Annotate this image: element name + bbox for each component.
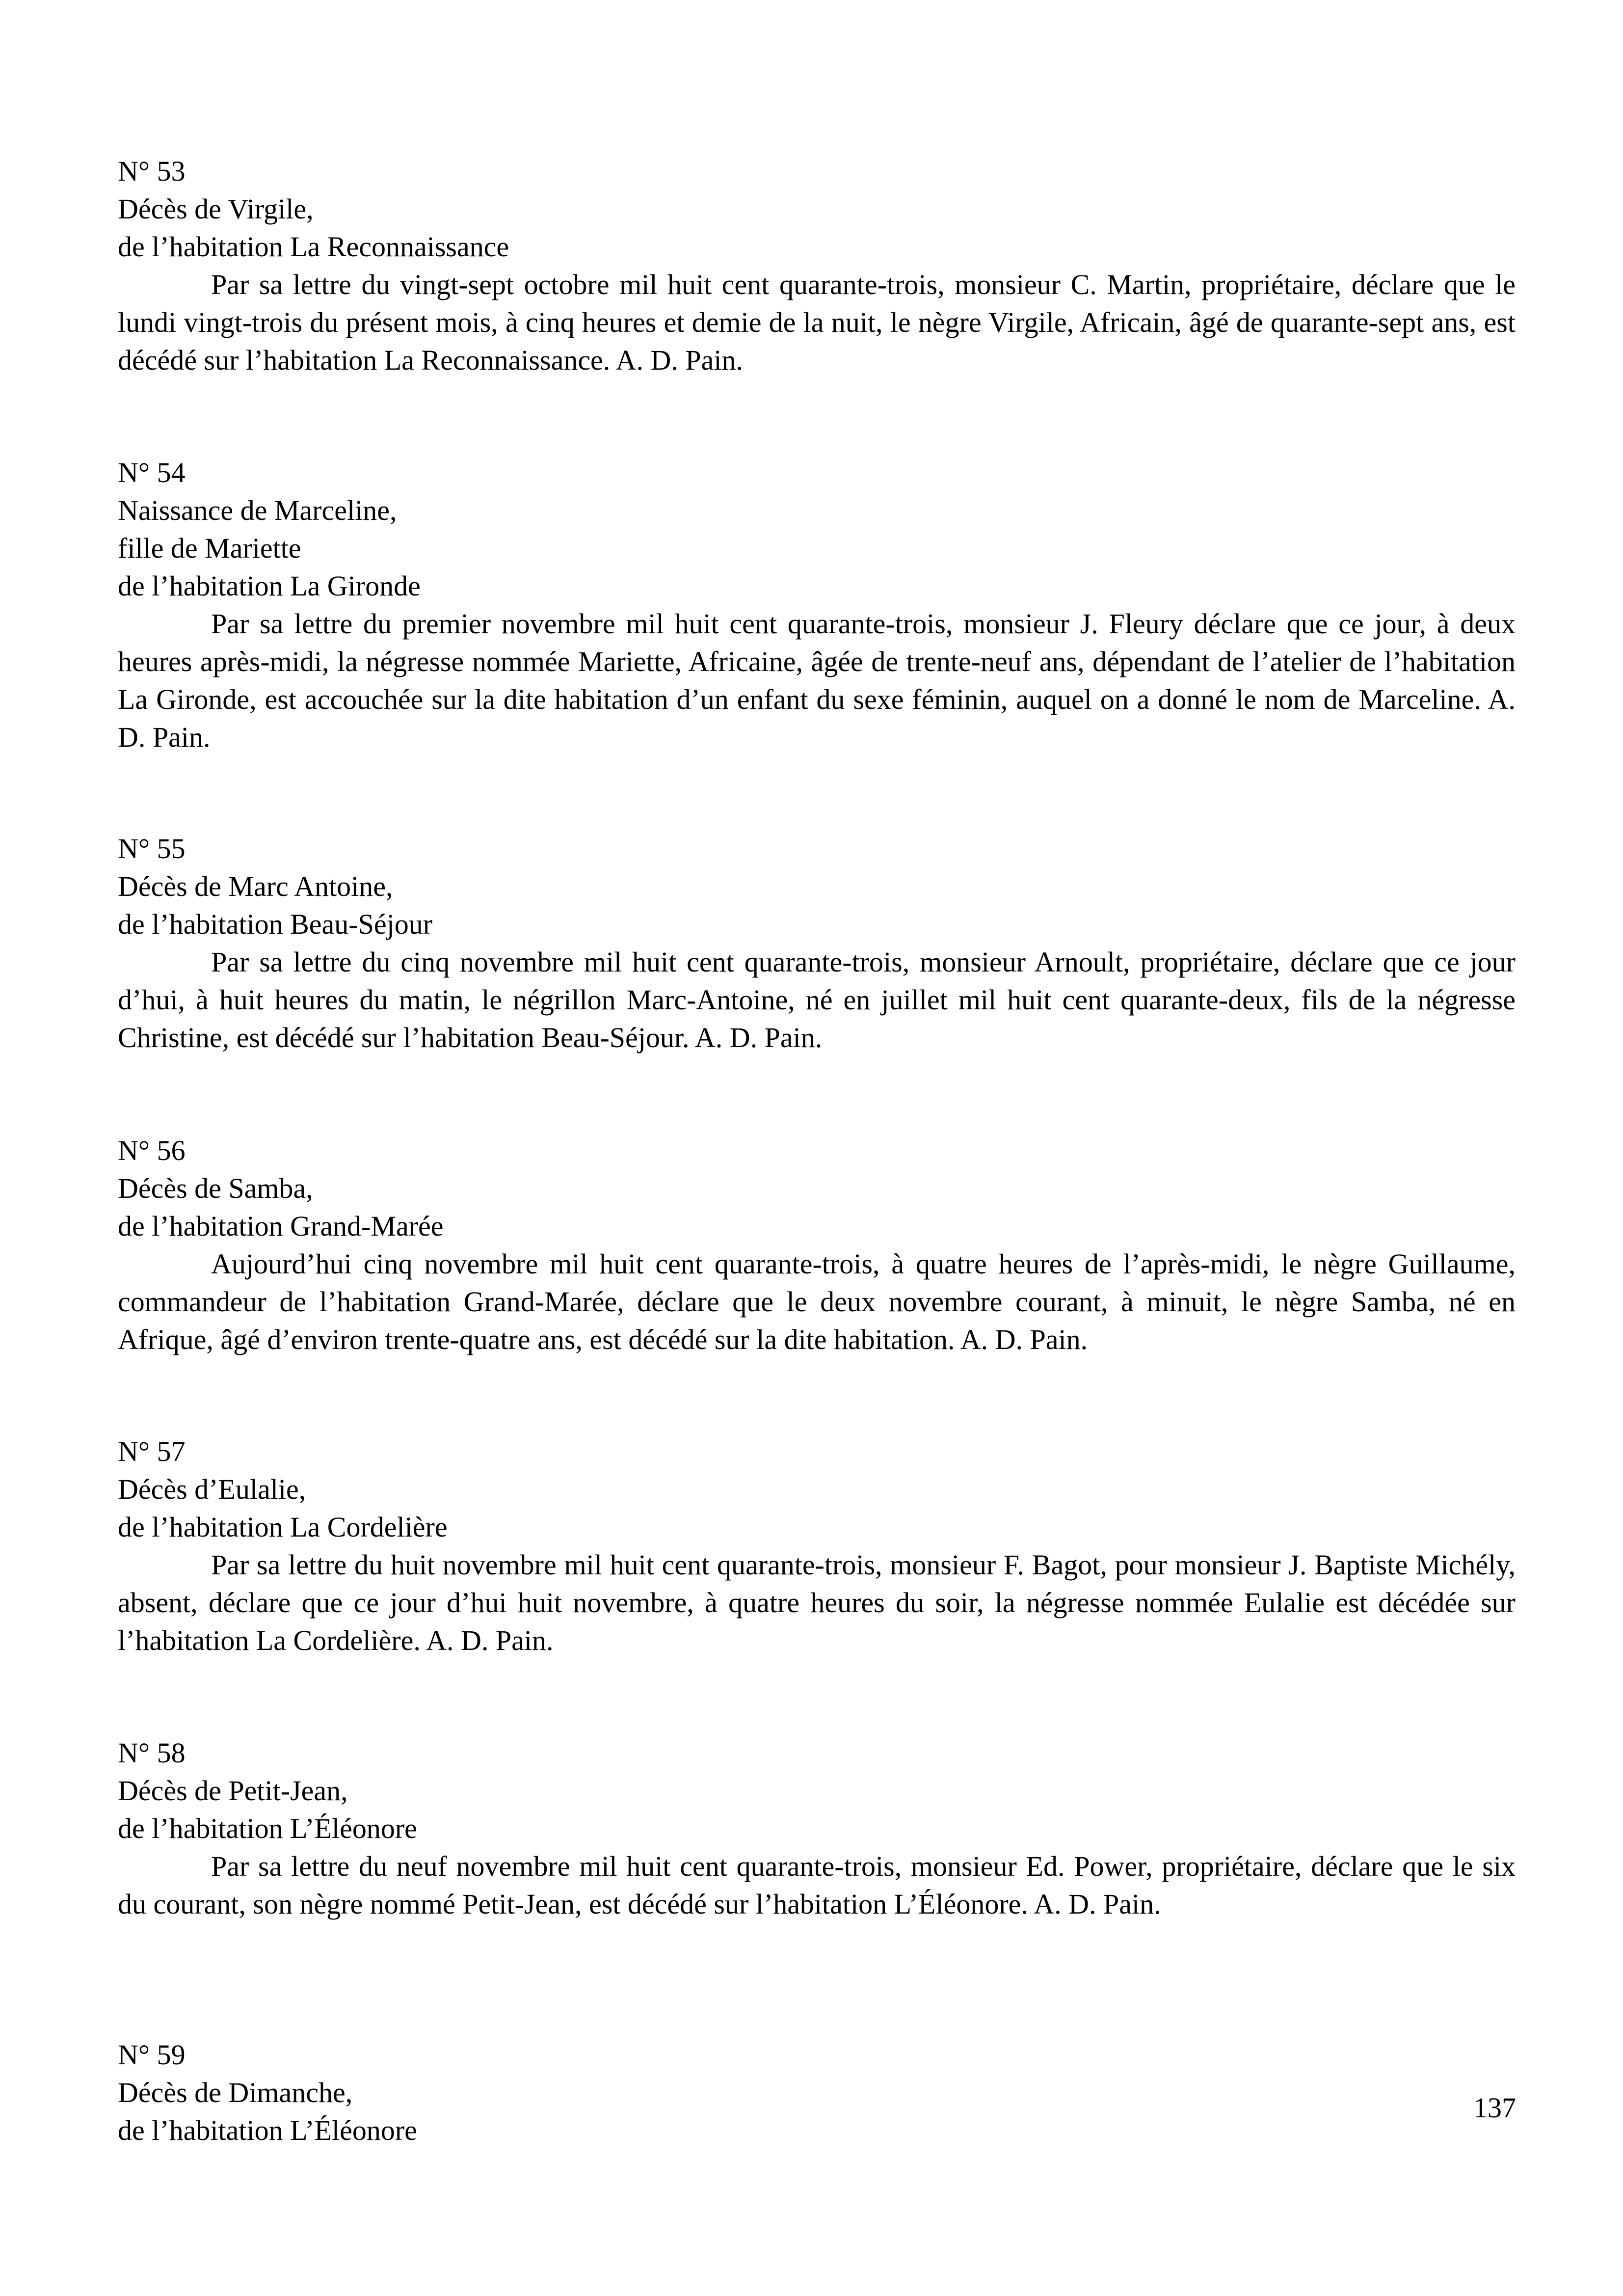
entry-number: N° 54 xyxy=(118,457,186,488)
entry-body: Par sa lettre du cinq novembre mil huit cent quarante-trois, monsieur Arnoult, propriétaire, déclare que ce jour d’hui, à huit heures du matin, le négrillon Marc-Antoine, né en juillet mil huit cent quarante-deux, fils de la négresse Christine, est décédé sur l’habitation Beau-Séjour. A. D. Pain. xyxy=(118,946,1516,1053)
entry-number: N° 55 xyxy=(118,833,186,864)
page-number: 137 xyxy=(1473,2092,1516,2124)
entry-number: N° 56 xyxy=(118,1134,186,1166)
entry-subtitle: de l’habitation L’Éléonore xyxy=(118,1812,417,1844)
record-entry xyxy=(118,1432,1516,1659)
record-entry xyxy=(118,830,1516,1056)
entry-body: Par sa lettre du neuf novembre mil huit cent quarante-trois, monsieur Ed. Power, propriétaire, déclare que le six du courant, son nègre nommé Petit-Jean, est décédé sur l’habitation L’Éléonore. A. D. Pain. xyxy=(118,1850,1516,1920)
entry-subtitle: de l’habitation La Reconnaissance xyxy=(118,231,509,263)
record-entry xyxy=(118,1132,1516,1358)
entry-number: N° 53 xyxy=(118,155,186,187)
entry-title: Décès de Samba, xyxy=(118,1172,313,1204)
entry-number: N° 59 xyxy=(118,2039,186,2071)
entry-subtitle: de l’habitation La Cordelière xyxy=(118,1511,448,1543)
entry-title: Naissance de Marceline, xyxy=(118,494,397,526)
entry-body: Par sa lettre du premier novembre mil huit cent quarante-trois, monsieur J. Fleury déclare que ce jour, à deux heures après-midi, la négresse nommée Mariette, Africaine, âgée de trente-neuf ans, dépendant de l’atelier de l’habitation La Gironde, est accouchée sur la dite habitation d’un enfant du sexe féminin, auquel on a donné le nom de Marceline. A. D. Pain. xyxy=(118,608,1516,753)
record-entry xyxy=(118,2036,1516,2149)
entry-title: Décès de Virgile, xyxy=(118,193,314,225)
record-entry xyxy=(118,1734,1516,1923)
entry-title: Décès de Petit-Jean, xyxy=(118,1775,348,1807)
entry-body: Aujourd’hui cinq novembre mil huit cent quarante-trois, à quatre heures de l’après-midi, le nègre Guillaume, commandeur de l’habitation Grand-Marée, déclare que le deux novembre courant, à minuit, le nègre Samba, né en Afrique, âgé d’environ trente-quatre ans, est décédé sur la dite habitation. A. D. Pain. xyxy=(118,1248,1516,1355)
entry-subtitle: de l’habitation La Gironde xyxy=(118,570,421,602)
entry-subtitle: de l’habitation Beau-Séjour xyxy=(118,908,433,940)
entry-title: Décès de Marc Antoine, xyxy=(118,870,393,902)
entry-subtitle: de l’habitation L’Éléonore xyxy=(118,2114,417,2146)
entry-body: Par sa lettre du huit novembre mil huit cent quarante-trois, monsieur F. Bagot, pour monsieur J. Baptiste Michély, absent, déclare que ce jour d’hui huit novembre, à quatre heures du soir, la négresse nommée Eulalie est décédée sur l’habitation La Cordelière. A. D. Pain. xyxy=(118,1549,1516,1656)
entry-body: Par sa lettre du vingt-sept octobre mil huit cent quarante-trois, monsieur C. Martin, propriétaire, déclare que le lundi vingt-trois du présent mois, à cinq heures et demie de la nuit, le nègre Virgile, Africain, âgé de quarante-sept ans, est décédé sur l’habitation La Reconnaissance. A. D. Pain. xyxy=(118,269,1516,376)
record-entry xyxy=(118,152,1516,379)
entry-subtitle: de l’habitation Grand-Marée xyxy=(118,1210,444,1242)
entry-number: N° 58 xyxy=(118,1737,186,1769)
entry-subtitle: fille de Mariette xyxy=(118,532,301,564)
entry-title: Décès d’Eulalie, xyxy=(118,1473,306,1505)
entry-title: Décès de Dimanche, xyxy=(118,2077,353,2108)
record-entry xyxy=(118,454,1516,756)
entry-number: N° 57 xyxy=(118,1435,186,1467)
